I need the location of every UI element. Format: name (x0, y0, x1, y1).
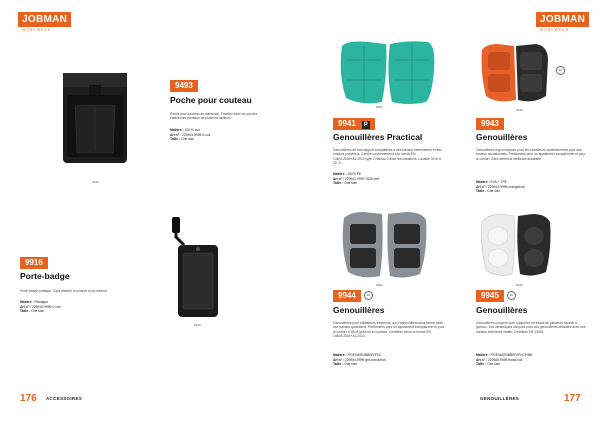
page-number-left: 176 (20, 393, 37, 404)
knife-pouch-image (55, 65, 135, 175)
specs-9493: Matière : 100 % cuir Art n° : 229493-9999-0 cuir Taille : One size (170, 128, 211, 142)
caption-9493: 9493 (92, 180, 99, 184)
white-kneepads-image (480, 212, 552, 278)
caption-9916: 9916 (194, 323, 201, 327)
desc-9493: Poche pour couteau de menuisier. Fixation dans les poches extérieures pantalon de plusieurs tailleurs. (170, 112, 258, 121)
brand-logo: JOBMAN (18, 12, 71, 27)
orange-kneepads-image (480, 42, 550, 104)
desc-9945: Genouillères conçues pour supporter un travail de plusieurs heures à genoux. Vos céramiques conçues pour vos genouillères délicates avec une surface extérieure stable. Certifiées EN 14404. (476, 321, 586, 334)
grey-kneepads-image (340, 210, 430, 280)
title-9916: Porte-badge (20, 271, 70, 281)
caption-9944: 9944 (376, 283, 383, 287)
title-9493: Poche pour couteau (170, 95, 252, 105)
desc-9916: Porte-badge pratique. Clips attaché à ceinture et la ceinture. (20, 289, 108, 293)
section-label-left: ACCESSOIRES (46, 396, 83, 401)
practical-badge: P (363, 122, 368, 128)
badge-9941: 9941 P (333, 118, 375, 130)
section-label-right: GENOUILLÈRES (480, 396, 520, 401)
page-number-right: 177 (564, 393, 581, 404)
brand-tagline-right: WORKWEAR (540, 28, 570, 32)
title-9945: Genouillères (476, 305, 528, 315)
badge-9916: 9916 (20, 257, 48, 269)
badge-9943: 9943 (476, 118, 504, 130)
certification-icon-9945: EN (507, 291, 516, 300)
green-kneepads-image (338, 40, 438, 108)
badge-9944: 9944 (333, 290, 361, 302)
specs-9944: Matière : PE/EVA/RUBBER/PVC Art n° : 229944-9999 gris foncé/noir Taille : One size (333, 353, 387, 367)
specs-9943: Matière : EVA + TPE Art n° : 229943-9999 orange/noir Taille : One size (476, 180, 525, 194)
brand-tagline: WORKWEAR (22, 28, 52, 32)
certification-icon-9944: EN (364, 291, 373, 300)
desc-9943: Genouillères ergonomiques pour les travailleurs professionnels pour des travaux occasionnels. Préformées pour un ajustement exceptionnel et pour le confort. Elles offrent la meilleure durabilité. (476, 148, 586, 161)
caption-9941: 9941 (376, 105, 383, 109)
title-9943: Genouillères (476, 132, 528, 142)
caption-9945: 9945 (516, 283, 523, 287)
title-9941: Genouillères Practical (333, 132, 423, 142)
brand-logo-right: JOBMAN (536, 12, 589, 27)
desc-9944: Genouillères pour utilisateurs fréquents, qui s'agenouillent sous forme multi-use travaux quotidiens. Préformées pour un ajustement exceptionnel et pour le confort. EVA et gris/noir en surface. Certifiées selon la norme EN 14404:2004+A1:2010. (333, 321, 445, 339)
caption-9943: 9943 (516, 108, 523, 112)
right-page (300, 0, 600, 424)
specs-9941: Matière : 100% PE Art n° : 229941-9999 7605 vert Taille : One size (333, 172, 380, 186)
badge-9493: 9493 (170, 80, 198, 92)
badge-9945: 9945 (476, 290, 504, 302)
title-9944: Genouillères (333, 305, 385, 315)
specs-9945: Matière : PE/EVA/RUBBER/PVC/HNR Art n° : 229945-9999 blanc/noir Taille : One size (476, 353, 533, 367)
specs-9916: Matière : Plastique Art n° : 229916-9999-0 noir Taille : One size (20, 300, 61, 314)
badge-holder-image (158, 215, 223, 325)
certification-icon: EN (556, 66, 565, 75)
desc-9941: Genouillères de bon rapport compatibles à des travaux intermittents et des emplois ponctuels. Certifié conformément à la norme EN 14404:2004+A1:2010 type 2 Niveau 0 avec les variations. Lavable 30 et à 20 °C. (333, 148, 442, 166)
